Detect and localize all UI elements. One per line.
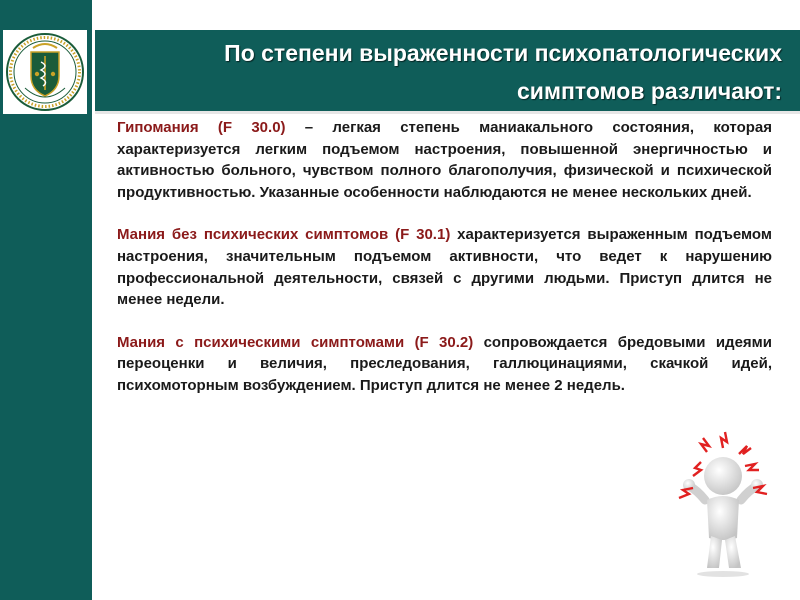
description-mania-without-symptoms: характеризуется выраженным подъемом настроения, значительным подъемом активности, что ведет к нарушению профессиональной деятельности, связей с другими людьми. Приступ длится не менее недели. [117,226,772,309]
description-hypomania: – легкая степень маниакального состояния, которая характеризуется легким подъемом настроения, повышенной энергичностью и активностью больного, чувством полного благополучия, физической и психической продуктивностью. Указанные особенности наблюдаются не менее нескольких дней. [117,119,772,201]
term-hypomania: Гипомания (F 30.0) [117,119,286,136]
page-title [142,34,782,110]
paragraph-mania-with-symptoms [117,332,772,397]
paragraph-hypomania [117,117,772,203]
title-line-2: симптомов различают: [517,78,782,104]
term-mania-with-symptoms: Мания с психическими симптомами (F 30.2) [117,333,474,351]
stressed-figure-icon [667,428,775,578]
description-mania-with-symptoms: сопровождается бредовыми идеями переоценки и величия, преследования, галлюцинациями, скачкой идей, психомоторным возбуждением. Приступ длится не менее 2 недель. [117,333,772,394]
logo [3,30,87,114]
term-mania-without-symptoms: Мания без психических симптомов (F 30.1) [117,226,451,244]
content-body [117,117,772,418]
header-band [95,30,800,114]
university-emblem-icon [3,30,87,114]
paragraph-mania-without-symptoms [117,224,772,310]
stressed-figure-illustration [667,428,775,578]
title-line-1: По степени выраженности психопатологических [224,40,782,66]
